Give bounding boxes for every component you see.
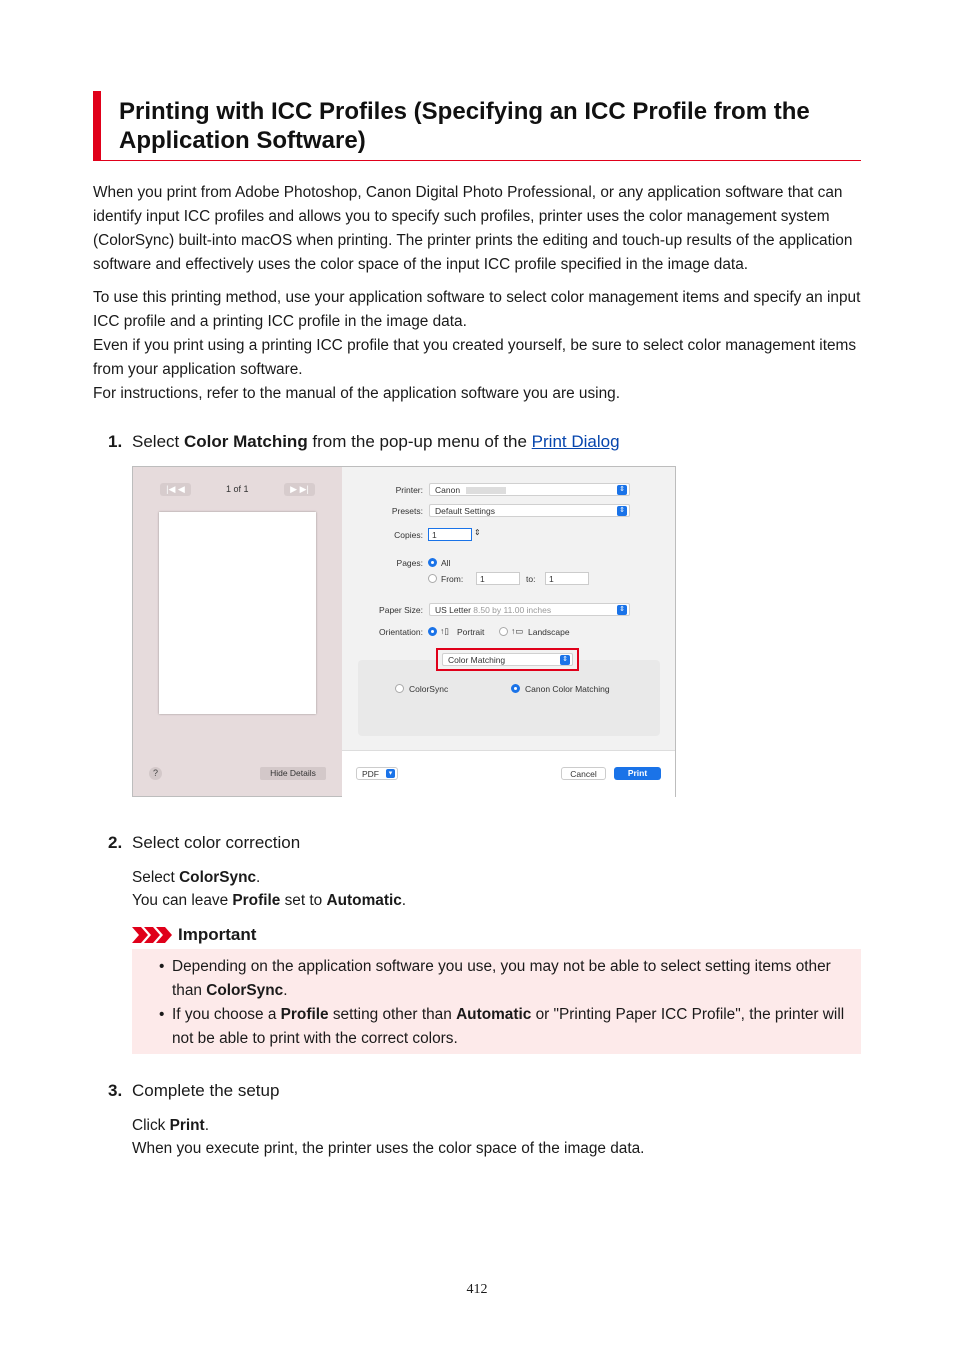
chevron-updown-icon: ⇕ [617,605,627,615]
important-box [132,949,861,1054]
paper-size-label: Paper Size: [379,605,423,615]
orientation-label: Orientation: [379,627,423,637]
from-input[interactable]: 1 [476,572,520,585]
chevron-down-icon: ▾ [386,769,395,778]
color-matching-panel [358,660,660,736]
bullet: • [159,1006,165,1023]
colorsync-label: ColorSync [409,684,449,694]
printer-label: Printer: [395,485,423,495]
important-1-pre: Depending on the application software you use, you may not be able to select setting items other than [172,958,831,999]
step-3-text: Complete the setup [132,1081,280,1100]
pages-all-label: All [441,558,451,568]
presets-select[interactable] [429,504,630,517]
step-2-text: Select color correction [132,833,301,852]
step-2-line-2 [132,889,852,912]
color-matching-menu-value: Color Matching [448,655,506,665]
important-label: Important [178,925,257,944]
pdf-menu-button[interactable] [356,767,398,780]
important-list [132,949,861,1051]
step-3-line-1 [132,1114,852,1137]
print-button[interactable]: Print [614,767,661,780]
help-button[interactable]: ? [149,767,162,780]
presets-value: Default Settings [435,506,496,516]
to-input[interactable]: 1 [545,572,589,585]
step-2-l1-pre: Select [132,869,180,886]
important-1-bold: ColorSync [206,982,284,999]
cancel-button[interactable]: Cancel [561,767,606,780]
paper-size-detail: 8.50 by 11.00 inches [473,605,552,615]
pages-all-radio[interactable] [428,558,437,567]
pages-to-label: to: [526,574,536,584]
canon-color-matching-radio[interactable] [511,684,520,693]
canon-color-matching-label: Canon Color Matching [525,684,610,694]
copies-label: Copies: [394,530,423,540]
chevron-updown-icon: ⇕ [617,506,627,516]
step-1-mid: from the pop-up menu of the [307,432,532,451]
preview-pane [133,467,342,796]
chevron-updown-icon: ⇕ [560,655,570,665]
highlight-box [436,648,579,671]
step-2-l2-bold-1: Profile [232,892,281,909]
pages-label: Pages: [396,558,423,568]
step-2-l2-pre: You can leave [132,892,233,909]
next-page-button[interactable]: ▶ ▶| [284,483,315,496]
important-2-post: or "Printing Paper ICC Profile", the printer will not be able to print with the correct colors. [172,1006,845,1047]
instructions-paragraph: For instructions, refer to the manual of the application software you are using. [93,385,620,402]
portrait-icon: ↑▯ [440,626,449,636]
title-bar [93,91,861,161]
step-1-pre: Select [132,432,184,451]
printer-model-blur [466,487,506,494]
step-2-l1-bold: ColorSync [179,869,257,886]
step-2-number: 2. [108,833,123,852]
pdf-label: PDF [362,769,379,779]
prev-page-button[interactable]: |◀ ◀ [160,483,191,496]
method-paragraph: To use this printing method, use your application software to select color management items and specify an input ICC profile and a printing ICC profile in the image data. [93,289,861,330]
colorsync-radio[interactable] [395,684,404,693]
important-item [159,955,861,1003]
page-preview [159,512,316,714]
important-1-post: . [283,982,288,999]
important-arrows-icon [132,927,172,943]
printer-select[interactable] [429,483,630,496]
landscape-radio[interactable] [499,627,508,636]
bullet: • [159,958,165,975]
copies-stepper[interactable]: ⇕ [474,528,481,537]
color-matching-menu[interactable] [442,653,573,666]
page-title: Printing with ICC Profiles (Specifying an ICC Profile from the Application Software) [119,98,810,154]
important-header [132,924,256,946]
printer-value: Canon [435,485,461,495]
custom-profile-paragraph: Even if you print using a printing ICC profile that you created yourself, be sure to select color management items from your application software. [93,337,857,378]
step-2-l1-post: . [256,869,261,886]
dialog-button-bar [342,750,675,797]
landscape-label: Landscape [528,627,570,637]
pages-range-radio[interactable] [428,574,437,583]
important-item [159,1003,861,1051]
step-2-line-1 [132,866,852,889]
portrait-radio[interactable] [428,627,437,636]
paper-size-select[interactable] [429,603,630,616]
presets-label: Presets: [391,506,423,516]
step-2-l2-bold-2: Automatic [326,892,402,909]
hide-details-button[interactable]: Hide Details [260,767,326,780]
page-indicator: 1 of 1 [226,484,249,494]
step-3-l1-pre: Click [132,1117,170,1134]
landscape-icon: ↑▭ [511,626,524,636]
step-1-text [132,432,620,452]
pages-from-label: From: [441,574,464,584]
step-2-l2-mid: set to [280,892,327,909]
paper-size-value: US Letter [435,605,471,615]
important-2-bold-2: Automatic [456,1006,532,1023]
portrait-label: Portrait [457,627,485,637]
print-dialog-link[interactable]: Print Dialog [531,432,620,451]
settings-pane [342,467,675,796]
step-1-bold: Color Matching [183,432,308,451]
important-2-bold-1: Profile [280,1006,329,1023]
intro-paragraph: When you print from Adobe Photoshop, Canon Digital Photo Professional, or any application software that can identify input ICC profiles and allows you to specify such profiles, printer uses the color management system (ColorSync) built-into macOS when printing. The printer prints the editing and touch-up results of the application software and effectively uses the color space of the input ICC profile specified in the image data. [93,184,853,273]
important-2-mid: setting other than [328,1006,457,1023]
print-dialog [132,466,676,797]
important-2-pre: If you choose a [172,1006,281,1023]
step-3-l1-bold: Print [169,1117,205,1134]
step-3-line-2: When you execute print, the printer uses the color space of the image data. [132,1140,645,1157]
step-3-number: 3. [108,1081,123,1100]
chevron-updown-icon: ⇕ [617,485,627,495]
page-number: 412 [466,1282,488,1297]
step-1-number: 1. [108,432,123,451]
step-2-l2-post: . [401,892,407,909]
step-3-l1-post: . [204,1117,209,1134]
copies-input[interactable]: 1 [428,528,472,541]
